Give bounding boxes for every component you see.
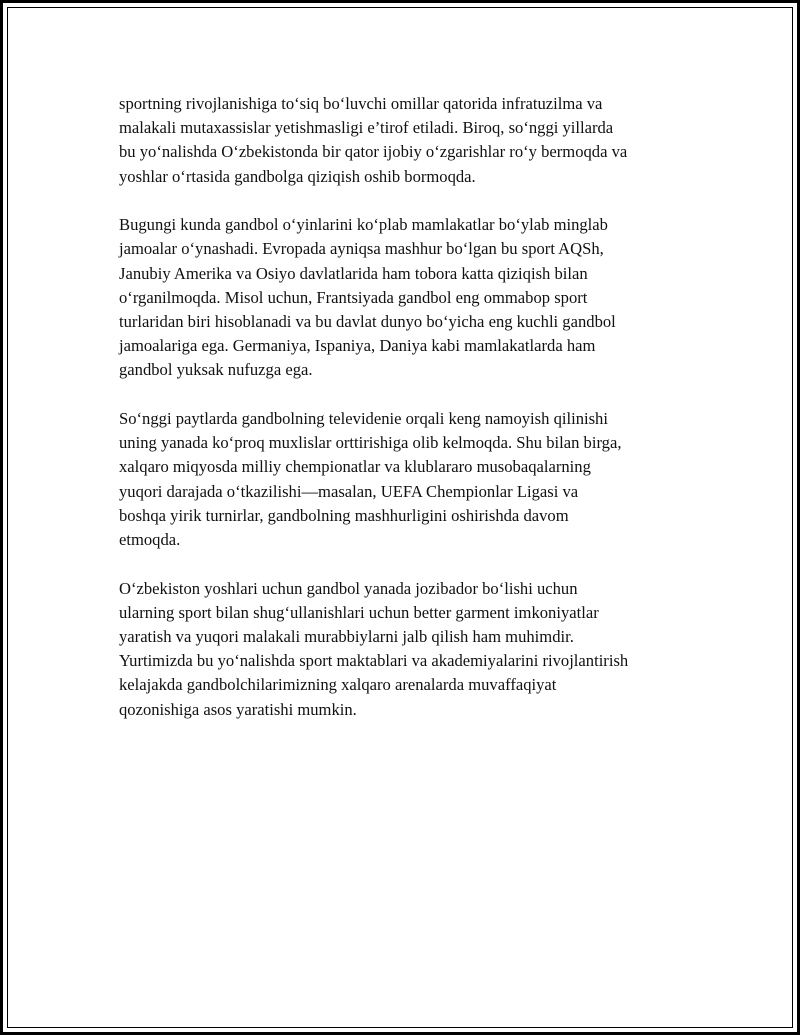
text-line: jamoalar o‘ynashadi. Evropada ayniqsa mashhur bo‘lgan bu sport AQSh,: [119, 239, 604, 259]
text-line: uning yanada ko‘proq muxlislar orttirishiga olib kelmoqda. Shu bilan birga,: [119, 433, 622, 453]
text-line: ularning sport bilan shug‘ullanishlari uchun better garment imkoniyatlar: [119, 602, 599, 622]
text-line: xalqaro miqyosda milliy chempionatlar va klublararo musobaqalarning: [119, 457, 591, 477]
paragraph-1: [119, 92, 719, 189]
paragraph-4: [119, 577, 719, 722]
text-line: malakali mutaxassislar yetishmasligi e’tirof etiladi. Biroq, so‘nggi yillarda: [119, 118, 614, 138]
text-line: kelajakda gandbolchilarimizning xalqaro arenalarda muvaffaqiyat: [119, 675, 557, 695]
text-line: boshqa yirik turnirlar, gandbolning mashhurligini oshirishda davom: [119, 505, 569, 525]
text-line: Janubiy Amerika va Osiyo davlatlarida ham tobora katta qiziqish bilan: [119, 263, 588, 283]
paragraph-2: [119, 213, 719, 382]
text-line: yuqori darajada o‘tkazilishi—masalan, UEFA Chempionlar Ligasi va: [119, 481, 579, 501]
text-line: o‘rganilmoqda. Misol uchun, Frantsiyada gandbol eng ommabop sport: [119, 287, 588, 307]
text-line: turlaridan biri hisoblanadi va bu davlat dunyo bo‘yicha eng kuchli gandbol: [119, 312, 616, 332]
text-line: yoshlar o‘rtasida gandbolga qiziqish oshib bormoqda.: [119, 166, 476, 186]
paragraph-3: [119, 407, 719, 552]
text-line: gandbol yuksak nufuzga ega.: [119, 360, 313, 380]
text-line: Bugungi kunda gandbol o‘yinlarini ko‘plab mamlakatlar bo‘ylab minglab: [119, 215, 608, 235]
text-line: So‘nggi paytlarda gandbolning televidenie orqali keng namoyish qilinishi: [119, 409, 608, 429]
document-body: [119, 92, 719, 746]
text-line: qozonishiga asos yaratishi mumkin.: [119, 699, 357, 719]
text-line: etmoqda.: [119, 530, 181, 550]
text-line: sportning rivojlanishiga to‘siq bo‘luvchi omillar qatorida infratuzilma va: [119, 94, 603, 113]
text-line: jamoalariga ega. Germaniya, Ispaniya, Daniya kabi mamlakatlarda ham: [119, 336, 596, 356]
text-line: bu yo‘nalishda O‘zbekistonda bir qator ijobiy o‘zgarishlar ro‘y bermoqda va: [119, 142, 628, 162]
text-line: O‘zbekiston yoshlari uchun gandbol yanada jozibador bo‘lishi uchun: [119, 578, 578, 598]
text-line: yaratish va yuqori malakali murabbiylarni jalb qilish ham muhimdir.: [119, 627, 574, 647]
text-line: Yurtimizda bu yo‘nalishda sport maktablari va akademiyalarini rivojlantirish: [119, 651, 629, 671]
